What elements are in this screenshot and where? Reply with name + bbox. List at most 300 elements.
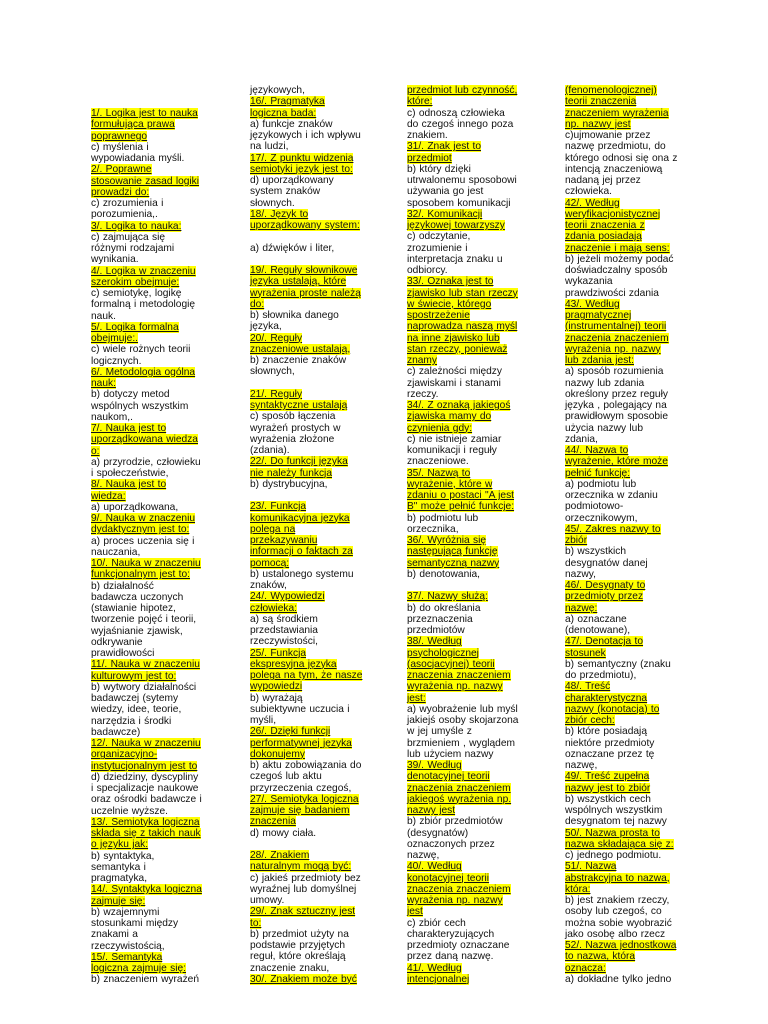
line-text: nadaną jej przez <box>565 175 641 186</box>
answer-line <box>91 356 213 367</box>
line-text: 9/. Nauka w znaczeniu <box>91 513 195 524</box>
question-line <box>91 131 213 142</box>
question-line <box>250 456 372 467</box>
line-text: nazwa składająca się z: <box>565 838 674 850</box>
line-text: (desygnatów) <box>407 827 469 839</box>
line-text: badawcza uczonych <box>91 591 184 603</box>
answer-line <box>565 141 687 152</box>
line-text: nazwę przedmiotu, do <box>565 141 666 153</box>
question-line <box>407 546 529 557</box>
answer-line <box>565 895 687 906</box>
question-line <box>250 681 372 692</box>
line-text: znaczenia znaczeniem <box>407 883 511 895</box>
answer-line <box>91 468 213 479</box>
answer-line <box>250 873 372 884</box>
line-text: organizacyjno- <box>91 749 158 761</box>
answer-line <box>91 153 213 164</box>
line-text: nazwy lub zdania <box>565 377 645 389</box>
question-line <box>407 670 529 681</box>
line-text: zdania posiadają <box>565 231 642 243</box>
question-line <box>91 266 213 277</box>
question-line <box>407 310 529 321</box>
line-text: w jej umyśle z <box>407 726 472 738</box>
answer-line <box>407 243 529 254</box>
answer-line <box>565 816 687 827</box>
answer-line <box>91 311 213 322</box>
line-text: komunikacyjna języka <box>250 512 350 524</box>
question-line <box>565 704 687 715</box>
answer-line <box>91 716 213 727</box>
answer-line <box>565 918 687 929</box>
answer-line <box>91 929 213 940</box>
line-text: c) nie istnieje zamiar <box>407 433 502 445</box>
question-line <box>407 693 529 704</box>
question-line <box>250 164 372 175</box>
question-line <box>91 277 213 288</box>
line-text: znakami a <box>91 929 138 941</box>
line-text: semiotyki język jest to: <box>250 163 353 175</box>
line-text: stan rzeczy, ponieważ <box>407 343 508 355</box>
line-text: a) funkcje znaków <box>250 118 333 130</box>
answer-line <box>565 614 687 625</box>
line-text: b) który dzięki <box>407 163 471 175</box>
answer-line <box>407 265 529 276</box>
line-text: wykazania <box>565 276 613 288</box>
answer-line <box>407 918 529 929</box>
question-line <box>250 738 372 749</box>
question-line <box>565 884 687 895</box>
line-text: rzeczy. <box>407 388 439 400</box>
line-text: lub użyciem nazwy <box>407 748 494 760</box>
question-line <box>91 378 213 389</box>
answer-line <box>565 929 687 940</box>
question-line <box>407 288 529 299</box>
line-text: dokonujemy <box>250 748 305 760</box>
line-text: (denotowane), <box>565 625 631 636</box>
question-line <box>407 276 529 287</box>
line-text: tworzenie pojęć i teorii, <box>91 614 197 626</box>
question-line <box>407 423 529 434</box>
line-text: weryfikacjonistycznej <box>565 208 661 220</box>
line-text: charakterystyczna <box>565 692 648 704</box>
line-text: d) dziedziny, dyscypliny <box>91 771 199 783</box>
answer-line <box>250 141 372 152</box>
answer-line <box>565 546 687 557</box>
line-text: polega na tym, że nasze <box>250 670 363 681</box>
answer-line <box>250 940 372 951</box>
question-line <box>407 895 529 906</box>
line-text: 47/. Denotacja to <box>565 636 644 648</box>
answer-line <box>91 457 213 468</box>
line-text: jakiejś osoby skojarzona <box>407 715 519 726</box>
line-text: różnymi rodzajami <box>91 243 175 254</box>
answer-line <box>565 670 687 681</box>
line-text: a) oznaczane <box>565 613 627 625</box>
answer-line <box>250 445 372 456</box>
answer-line <box>250 119 372 130</box>
line-text: b) przedmiot użyty na <box>250 928 349 940</box>
line-text: komunikacji i reguły <box>407 445 497 456</box>
line-text: (zdania). <box>250 445 290 456</box>
line-text: nauk: <box>91 378 116 389</box>
answer-line <box>407 186 529 197</box>
answer-line <box>407 130 529 141</box>
question-line <box>407 344 529 355</box>
line-text: 18/. Język to <box>250 208 309 220</box>
question-line <box>565 85 687 96</box>
line-text: orzecznika, <box>407 523 459 535</box>
line-text: zrozumienie i <box>407 242 468 254</box>
line-text: b) jest znakiem rzeczy, <box>565 895 670 906</box>
line-text: orzecznika w zdaniu <box>565 490 658 501</box>
question-line <box>91 176 213 187</box>
answer-line <box>407 254 529 265</box>
line-text: b) słownika danego <box>250 310 339 321</box>
answer-line <box>250 355 372 366</box>
line-text: 3/. Logika to nauka: <box>91 220 182 232</box>
line-text: denotacyjnej teorii <box>407 771 490 783</box>
answer-line <box>250 479 372 490</box>
question-line <box>250 220 372 231</box>
question-line <box>91 434 213 445</box>
question-line <box>250 501 372 512</box>
line-text: konotacyjnej teorii <box>407 872 490 884</box>
line-text: języka, <box>250 321 282 333</box>
line-text: 10/. Nauka w znaczeniu <box>91 558 201 569</box>
line-text: wypowiedzi <box>250 681 303 693</box>
question-line <box>407 558 529 569</box>
question-line <box>407 220 529 231</box>
answer-line <box>91 704 213 715</box>
question-line <box>407 974 529 985</box>
answer-line <box>91 727 213 738</box>
line-text: znaczeniowe. <box>407 456 469 468</box>
answer-line <box>565 490 687 501</box>
line-text: b) syntaktyka, <box>91 850 155 862</box>
line-text: oraz ośrodki badawcze i <box>91 794 202 806</box>
line-text: 22/. Do funkcji języka <box>250 456 348 468</box>
question-line <box>565 209 687 220</box>
question-line <box>407 501 529 512</box>
line-text: zbiór <box>565 535 588 546</box>
line-text: b) wszystkich <box>565 546 627 558</box>
question-line <box>250 850 372 861</box>
line-text: językowych, <box>250 85 305 96</box>
question-line <box>250 524 372 535</box>
question-line <box>407 794 529 805</box>
answer-line <box>565 558 687 569</box>
question-line <box>250 558 372 569</box>
line-text: 7/. Nauka jest to <box>91 423 167 434</box>
question-line <box>250 546 372 557</box>
question-line <box>565 580 687 591</box>
line-text: b) dystrybucyjna, <box>250 478 328 490</box>
answer-line <box>565 625 687 636</box>
line-text: przedmioty oznaczane <box>407 940 510 951</box>
line-text: niektóre przedmioty <box>565 737 655 749</box>
line-text: wspólnych wszystkim <box>91 400 189 412</box>
question-line <box>91 367 213 378</box>
line-text: polega na <box>250 523 296 535</box>
question-line <box>91 659 213 670</box>
question-line <box>91 446 213 457</box>
line-text: wypowiadania myśli. <box>91 153 185 164</box>
answer-line <box>91 974 213 985</box>
line-text: charakteryzujących <box>407 928 495 940</box>
question-line <box>407 636 529 647</box>
question-line <box>91 524 213 535</box>
line-text: wyrażeń prostych w <box>250 422 341 434</box>
line-text: syntaktyczne ustalają <box>250 400 348 411</box>
question-line <box>91 187 213 198</box>
line-text: wiedza: <box>91 490 126 502</box>
line-text: znaków, <box>250 580 287 591</box>
question-line <box>565 603 687 614</box>
question-line <box>407 771 529 782</box>
line-text: logicznych. <box>91 355 142 367</box>
line-text: sposobem komunikacji <box>407 197 511 209</box>
line-text: porozumienia,. <box>91 209 158 221</box>
line-text: b) znaczeniem wyrażeń <box>91 974 200 986</box>
line-text: intencją znaczeniową <box>565 163 663 175</box>
line-text: 42/. Według <box>565 197 620 209</box>
line-text: do czegoś innego poza <box>407 118 514 130</box>
answer-line <box>250 760 372 771</box>
question-line <box>407 535 529 546</box>
question-line <box>250 749 372 760</box>
question-line <box>407 873 529 884</box>
line-text: wyrażenia np. nazwy <box>407 895 503 906</box>
answer-line <box>91 232 213 243</box>
line-text: zjawiskami i stanami <box>407 377 501 389</box>
question-line <box>565 828 687 839</box>
question-line <box>565 243 687 254</box>
answer-line <box>407 524 529 535</box>
question-line <box>407 760 529 771</box>
question-line <box>407 884 529 895</box>
question-line <box>565 96 687 107</box>
answer-line <box>565 175 687 186</box>
line-text: c) odczytanie, <box>407 231 471 243</box>
answer-line <box>250 434 372 445</box>
line-text: kulturowym jest to: <box>91 670 177 682</box>
line-text: znamy <box>407 355 438 366</box>
answer-line <box>565 130 687 141</box>
line-text: nauczania, <box>91 546 141 558</box>
answer-line <box>91 344 213 355</box>
line-text: przeznaczenia <box>407 613 473 625</box>
line-text: interpretacja znaku u <box>407 253 503 265</box>
question-line <box>407 209 529 220</box>
line-text: która: <box>565 883 591 895</box>
question-line <box>565 681 687 692</box>
line-text: w świecie, którego <box>407 298 492 310</box>
line-text: 21/. Reguły <box>250 388 303 400</box>
question-line <box>91 333 213 344</box>
line-text: umowy. <box>250 895 285 906</box>
line-text: stosowanie zasad logiki <box>91 175 200 187</box>
question-line <box>250 794 372 805</box>
line-text: 24/. Wypowiedzi <box>250 591 325 603</box>
question-line <box>91 108 213 119</box>
line-text: b) jeżeli możemy podać <box>565 253 674 265</box>
answer-line <box>250 366 372 377</box>
line-text: brzmieniem , wyglądem <box>407 737 516 749</box>
answer-line <box>407 704 529 715</box>
question-line <box>565 535 687 546</box>
line-text: wspólnych wszystkim <box>565 805 663 816</box>
answer-line <box>565 389 687 400</box>
line-text: przedmiot lub czynność, <box>407 85 518 96</box>
answer-line <box>407 445 529 456</box>
line-text: prawidłowości <box>91 648 155 659</box>
line-text: 5/. Logika formalna <box>91 321 179 333</box>
answer-line <box>250 951 372 962</box>
line-text: zbiór cech: <box>565 715 615 726</box>
answer-line <box>407 198 529 209</box>
answer-line <box>565 288 687 299</box>
line-text: można sobie wyobrazić <box>565 917 672 929</box>
line-text: orzecznikowym, <box>565 512 638 524</box>
line-text: osoby lub czegoś, co <box>565 906 662 918</box>
question-line <box>91 322 213 333</box>
text-column-3 <box>407 85 529 985</box>
line-text: desygnatom tej nazwy <box>565 816 667 828</box>
line-text: badawczej (sytemy <box>91 693 179 704</box>
line-text: semantyka i <box>91 861 146 873</box>
line-text: a) wyobrażenie lub myśl <box>407 703 518 715</box>
answer-line <box>250 175 372 186</box>
answer-line <box>565 850 687 861</box>
question-line <box>565 771 687 782</box>
line-text: 26/. Dzięki funkcji <box>250 726 331 738</box>
question-line <box>91 491 213 502</box>
line-text: performatywnej języka <box>250 737 352 749</box>
question-line <box>565 648 687 659</box>
line-text: przedstawiania <box>250 625 318 636</box>
answer-line <box>565 726 687 737</box>
question-line <box>565 220 687 231</box>
line-text: informacji o faktach za <box>250 546 353 558</box>
line-text: odbiorcy. <box>407 265 448 276</box>
line-text: 36/. Wyróżnia się <box>407 535 487 546</box>
line-text: a) są środkiem <box>250 613 318 625</box>
answer-line <box>250 423 372 434</box>
line-text: b) wszystkich cech <box>565 793 651 805</box>
line-text: znaczenia <box>250 816 296 828</box>
line-text: człowieka. <box>565 186 612 198</box>
line-text: nazwy (konotacja) to <box>565 703 660 715</box>
question-line <box>565 333 687 344</box>
answer-line <box>407 850 529 861</box>
question-line <box>565 119 687 130</box>
line-text: c) odnoszą człowieka <box>407 107 505 119</box>
question-line <box>250 468 372 479</box>
answer-line <box>91 941 213 952</box>
line-text: prawdziwości zdania <box>565 287 659 299</box>
line-text: b) do określania <box>407 602 481 614</box>
question-line <box>565 963 687 974</box>
line-text: wyrażenia proste należą <box>250 287 361 299</box>
answer-line <box>250 378 372 389</box>
answer-line <box>565 411 687 422</box>
line-text: podmiotowo- <box>565 501 624 513</box>
question-line <box>250 591 372 602</box>
answer-line <box>250 569 372 580</box>
line-text: a) sposób rozumienia <box>565 366 664 378</box>
line-text: reguł, które określają <box>250 951 346 963</box>
line-text: nazwy jest <box>407 805 456 816</box>
answer-line <box>407 929 529 940</box>
answer-line <box>91 401 213 412</box>
line-text: jest: <box>407 692 426 704</box>
line-text: subiektywne uczucia i <box>250 703 350 715</box>
question-line <box>565 940 687 951</box>
line-text: c) zbiór cech <box>407 917 466 929</box>
line-text: naprowadza naszą myśl <box>407 321 518 333</box>
line-text: d) mowy ciała. <box>250 827 317 839</box>
line-text: 48/. Treść <box>565 681 611 693</box>
question-line <box>250 276 372 287</box>
question-line <box>565 108 687 119</box>
answer-line <box>565 378 687 389</box>
line-text: zjawiska mamy do <box>407 411 492 423</box>
question-line <box>250 265 372 276</box>
line-text: nauk. <box>91 310 116 322</box>
line-text: 15/. Semantyka <box>91 951 163 963</box>
question-line <box>91 513 213 524</box>
line-text: szerokim obejmuje: <box>91 276 180 288</box>
answer-line <box>250 704 372 715</box>
question-line <box>250 861 372 872</box>
answer-line <box>91 288 213 299</box>
line-text: 34/. Z oznaką jakiegoś <box>407 400 511 411</box>
line-text: 50/. Nazwa prosta to <box>565 827 660 839</box>
question-line <box>565 524 687 535</box>
answer-line <box>91 547 213 558</box>
line-text: prawidłowym sposobie <box>565 411 668 423</box>
question-line <box>250 288 372 299</box>
line-text: pomocą: <box>250 557 290 569</box>
line-text: przedmiot <box>407 152 452 164</box>
line-text: naturalnym mogą być: <box>250 861 352 873</box>
question-line <box>250 918 372 929</box>
answer-line <box>91 637 213 648</box>
line-text: używania go jest <box>407 186 484 198</box>
question-line <box>565 873 687 884</box>
line-text: 35/. Nazwą to <box>407 467 471 479</box>
answer-line <box>250 783 372 794</box>
line-text: doświadczalny sposób <box>565 265 668 276</box>
answer-line <box>565 366 687 377</box>
answer-line <box>250 715 372 726</box>
line-text: c) myślenia i <box>91 141 149 153</box>
line-text: b) zbiór przedmiotów <box>407 816 503 828</box>
line-text: 40/. Według <box>407 861 462 873</box>
line-text: znakiem. <box>407 130 448 141</box>
answer-line <box>91 254 213 265</box>
question-line <box>250 333 372 344</box>
question-line <box>565 355 687 366</box>
line-text: o: <box>91 445 100 457</box>
answer-line <box>91 243 213 254</box>
answer-line <box>565 254 687 265</box>
line-text: nazwy jest to zbiór <box>565 782 651 794</box>
line-text: i społeczeństwie, <box>91 468 169 479</box>
line-text: jako osobę albo rzecz <box>565 928 666 940</box>
question-line <box>91 479 213 490</box>
line-text: ekspresyjna języka <box>250 658 337 670</box>
